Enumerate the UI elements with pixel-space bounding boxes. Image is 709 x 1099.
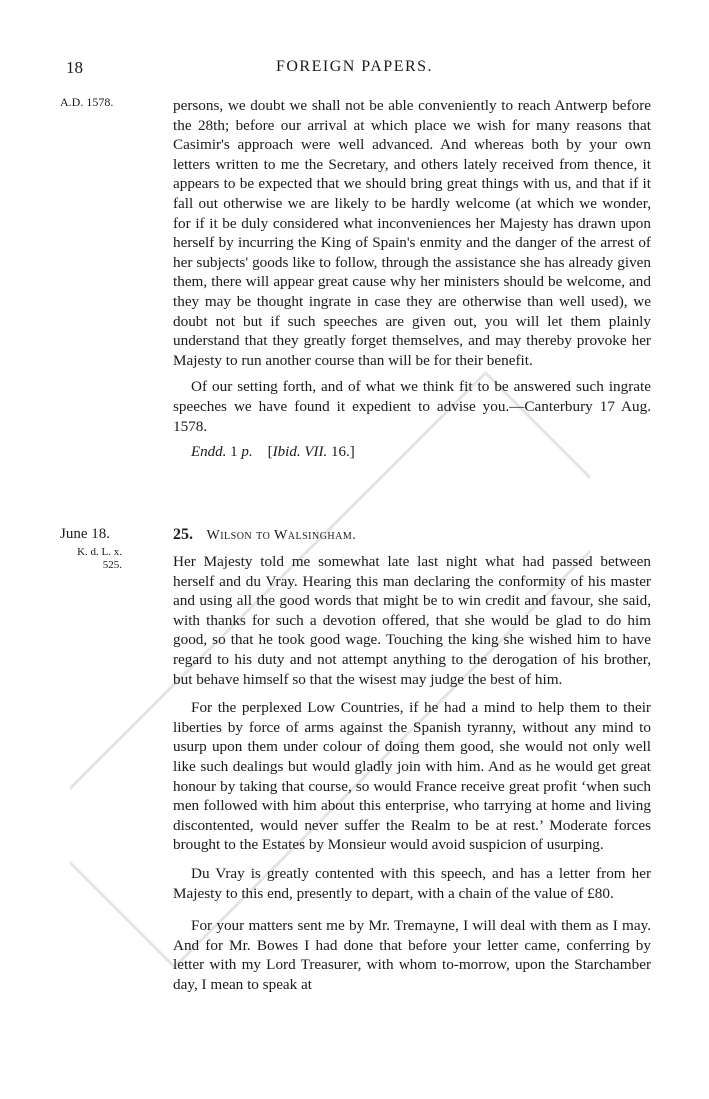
entry-25-paragraph-2: For the perplexed Low Countries, if he had a mind to help them to their liberties by force of arms against the Spanish tyranny, without any mind to usurp upon them under colour of doing them good, she would not only well like such dealings but would gladly join with him. And as he would get great honour by taking that course, so would France receive great profit ‘when such men followed with him about this enterprise, who tarrying at home and living discontented, would never suffer the Realm to be at rest.’ Moderate forces brought to the Estates by Monsieur would avoid suspicion of usurping. — [173, 699, 651, 854]
entry-25-paragraph-1: Her Majesty told me somewhat late last night what had passed between herself and du Vray. Hearing this man declaring the conformity of his master and using all the good words that might be to win credit and favour, she said, with thanks for such a devotion offered, that she would be glad to do him good, so that he took good wage. Touching the king she wished him to have regard to his duty and not attempt anything to the derogation of his brother, but behave himself so that the wisest may judge the best of him. — [173, 553, 651, 688]
entry-25-body — [173, 552, 651, 994]
margin-year: A.D. 1578. — [60, 95, 114, 109]
entry-24-paragraph-1: persons, we doubt we shall not be able conveniently to reach Antwerp before the 28th; before our arrival at which place we wish for many reasons that Casimir's approach were well advanced. And whereas both by your own letters written to me the Secretary, and others lately received from thence, it appears to be expected that we should bring great things with us, and that if it fall out otherwise we are likely to be hardly welcome (at which we wonder, for if it be duly considered what inconveniences her Majesty has drawn upon herself by incurring the King of Spain's enmity and the danger of the arrest of her subjects' goods like to follow, through the assistance she has already given them, there will appear great cause why her ministers should be welcome, and they may be thought ingrate in case they are otherwise than well used), we doubt not but if such speeches are given out, you will let them plainly understand that they greatly forget themselves, and may thereby provoke her Majesty to run another course than will be for their benefit. — [173, 97, 651, 369]
entry-25-heading — [173, 526, 356, 544]
margin-reference — [60, 546, 122, 572]
entry-25-paragraph-3: Du Vray is greatly contented with this speech, and has a letter from her Majesty to this end, presently to depart, with a chain of the value of £80. — [173, 864, 651, 902]
entry-25-paragraph-4: For your matters sent me by Mr. Tremayne, I will deal with them as I may. And for Mr. Bowes I had done that before your letter came, conferring by letter with my Lord Treasurer, with whom to-morrow, upon the Starchamber day, I mean to speak at — [173, 917, 651, 993]
entry-24-continuation — [173, 96, 651, 463]
entry-24-paragraph-2: Of our setting forth, and of what we think fit to be answered such ingrate speeches we have found it expedient to advise you.—Canterbury 17 Aug. 1578. — [173, 378, 651, 435]
margin-date: June 18. — [60, 526, 110, 542]
page-number: 18 — [66, 58, 83, 77]
running-title: FOREIGN PAPERS. — [275, 58, 434, 75]
entry-24-endorsement: Endd. 1 p. [Ibid. VII. 16.] — [191, 444, 355, 461]
entry-title: Wilson to Walsingham. — [206, 528, 357, 543]
margin-ref-line-1: K. d. L. x. — [77, 546, 122, 558]
entry-number: 25. — [173, 526, 193, 543]
margin-ref-line-2: 525. — [102, 559, 122, 571]
